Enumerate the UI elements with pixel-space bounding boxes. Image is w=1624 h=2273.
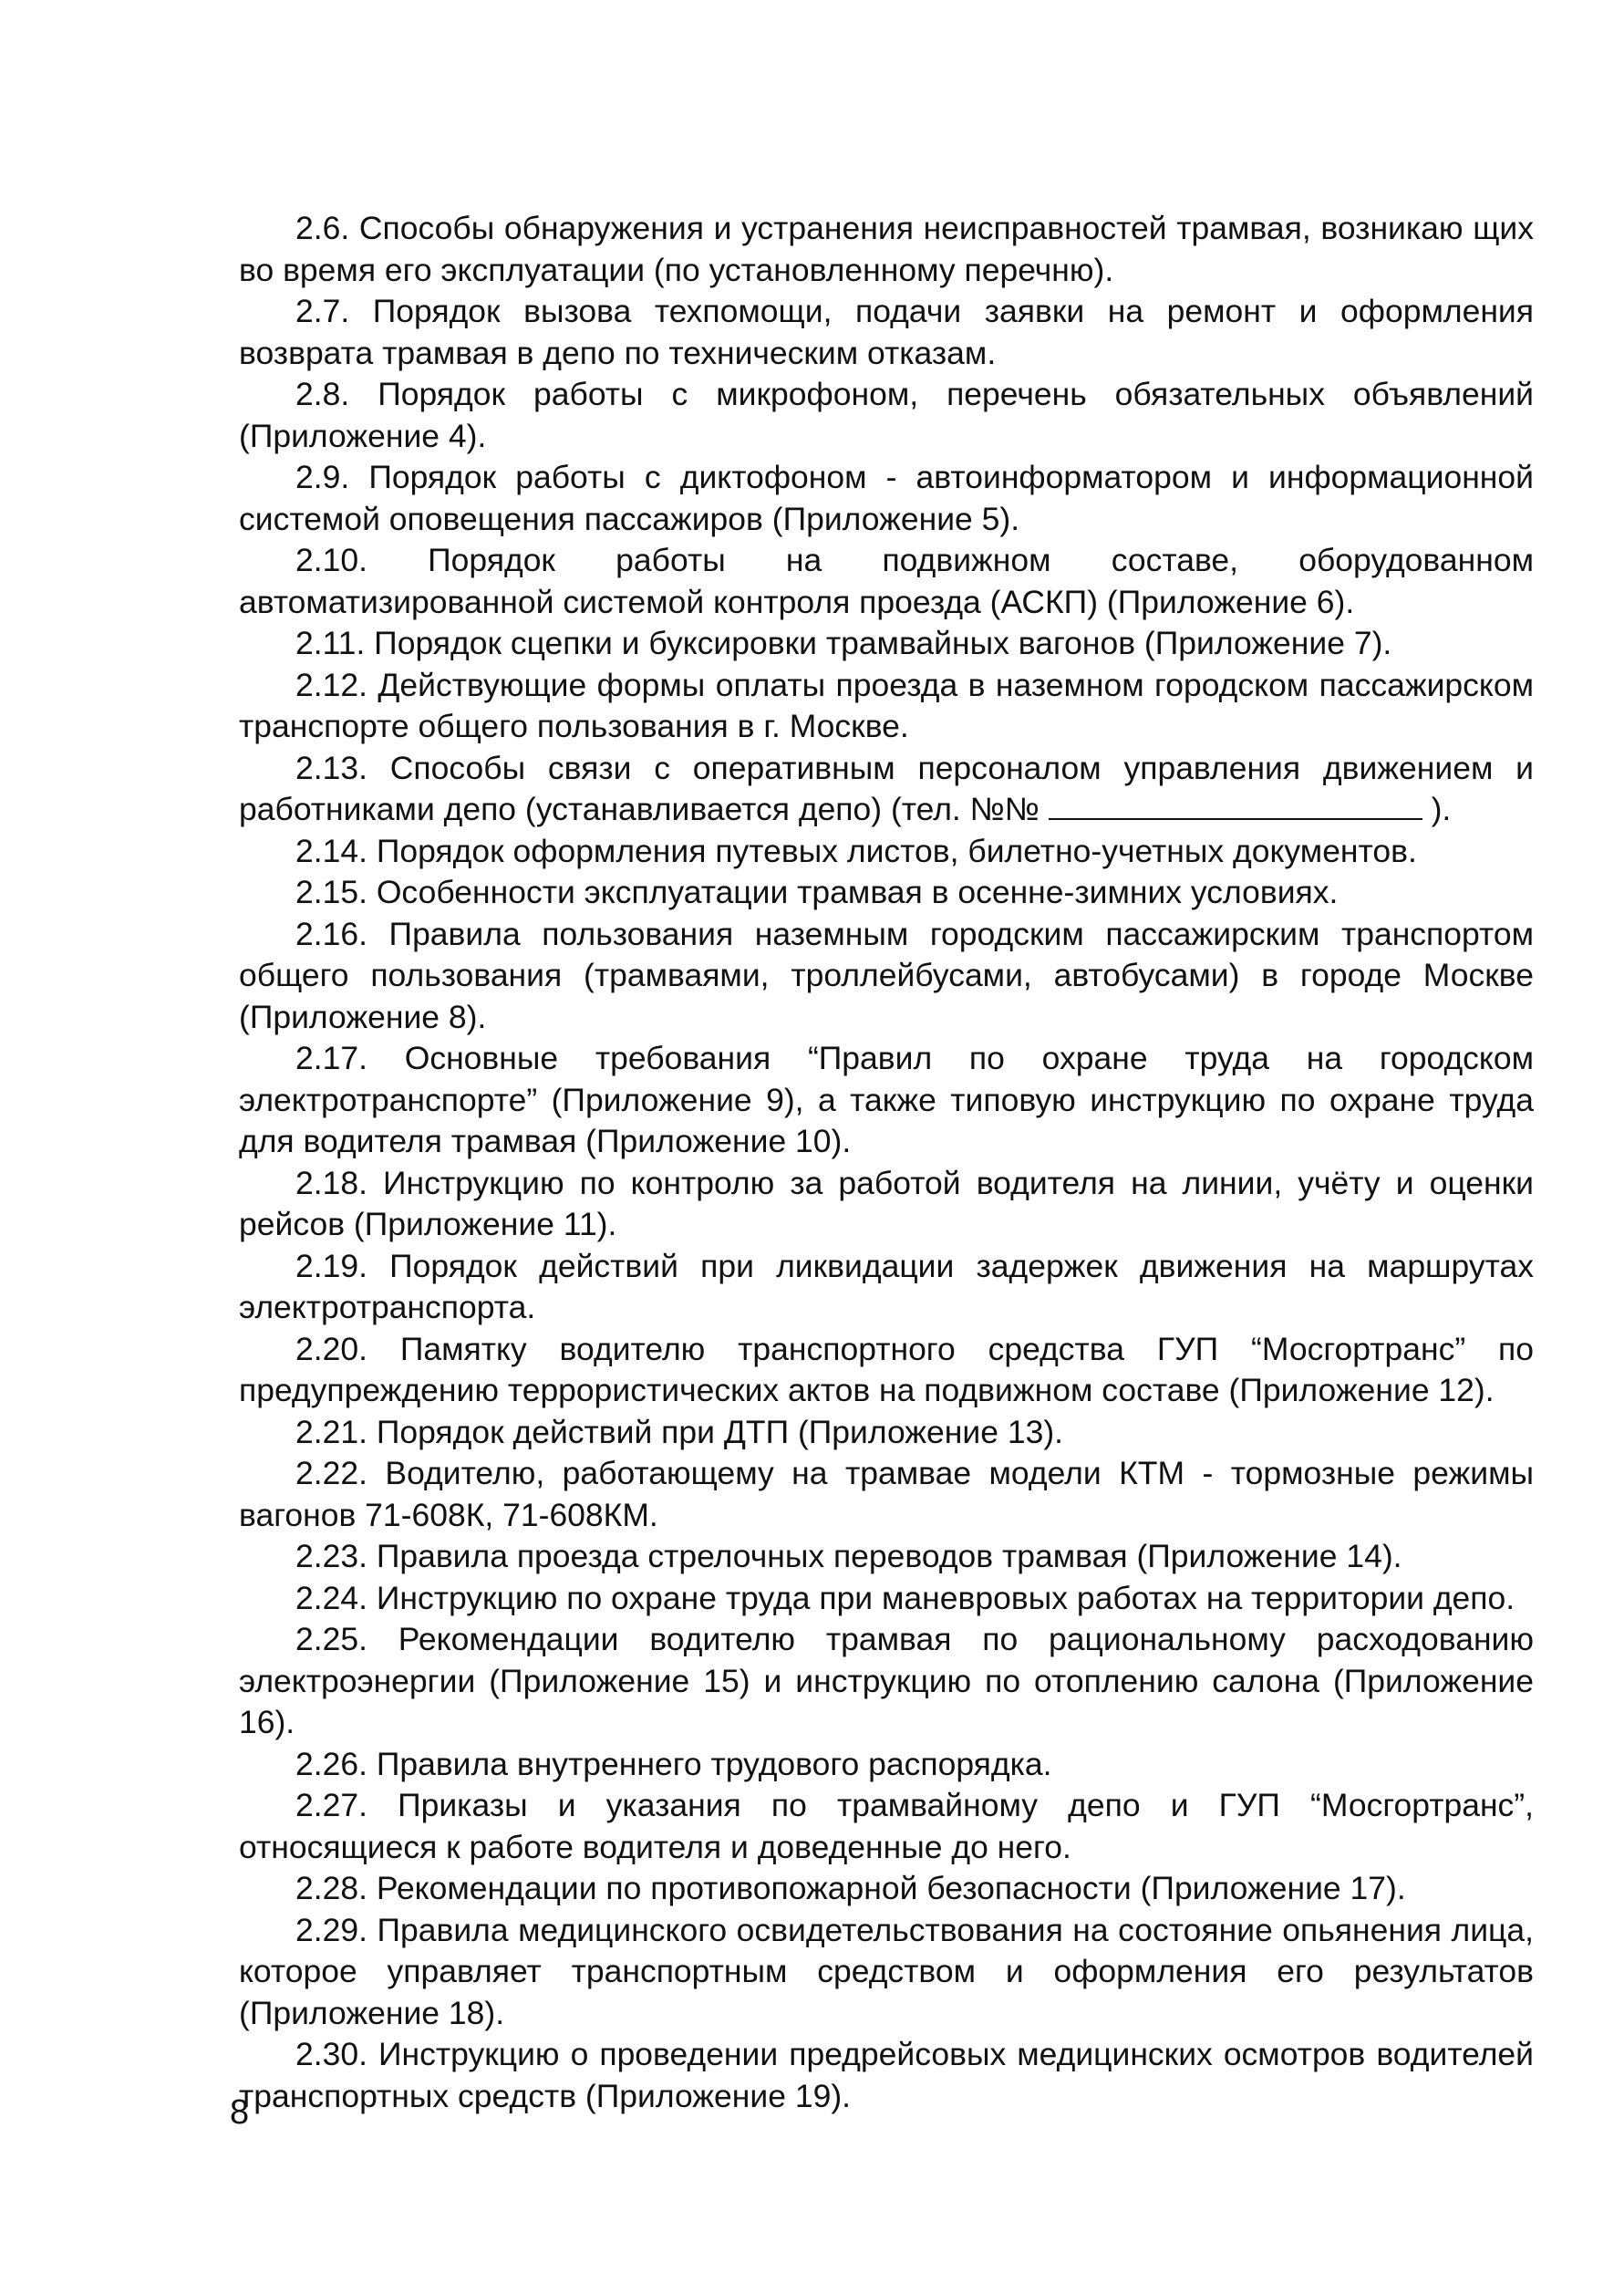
list-item-2-15: 2.15. Особенности эксплуатации трамвая в осенне-зимних условиях. <box>295 874 1339 910</box>
list-item-2-27: 2.27. Приказы и указания по трамвайному депо и ГУП “Мосгортранс”, относящиеся к работе водителя и доведенные до него. <box>239 1787 1534 1865</box>
list-item-2-17: 2.17. Основные требования “Правил по охране труда на городском электротранспорте” (Приложение 9), а также типовую инструкцию по охране труда для водителя трамвая (Приложение 10). <box>239 1040 1534 1159</box>
list-item-2-18: 2.18. Инструкцию по контролю за работой водителя на линии, учёту и оценки рейсов (Приложение 11). <box>239 1164 1534 1242</box>
list-item-2-9: 2.9. Порядок работы с диктофоном - автоинформатором и информационной системой оповещения пассажиров (Приложение 5). <box>239 459 1534 537</box>
list-item-2-30: 2.30. Инструкцию о проведении предрейсовых медицинских осмотров водителей транспортных средств (Приложение 19). <box>239 2036 1534 2114</box>
list-item-2-6: 2.6. Способы обнаружения и устранения неисправностей трамвая, возникаю щих во время его эксплуатации (по установленному перечню). <box>239 210 1534 288</box>
list-item-2-19: 2.19. Порядок действий при ликвидации задержек движения на маршрутах электротранспорта. <box>239 1247 1534 1325</box>
page-number: 8 <box>230 2093 250 2132</box>
list-item-2-10: 2.10. Порядок работы на подвижном составе, оборудованном автоматизированной системой контроля проезда (АСКП) (Приложение 6). <box>239 542 1534 620</box>
phone-number-blank <box>1049 791 1422 820</box>
list-item-2-12: 2.12. Действующие формы оплаты проезда в наземном городском пассажирском транспорте общего пользования в г. Москве. <box>239 666 1534 744</box>
list-item-2-29: 2.29. Правила медицинского освидетельствования на состояние опьянения лица, которое управляет транспортным средством и оформления его результатов (Приложение 18). <box>239 1911 1534 2031</box>
list-item-2-13-text: 2.13. Способы связи с оперативным персоналом управления движением и работниками депо (устанавливается депо) (тел. №№ <box>239 749 1534 827</box>
list-item-2-16: 2.16. Правила пользования наземным городским пассажирским транспортом общего пользования (трамваями, троллейбусами, автобусами) в городе Москве (Приложение 8). <box>239 915 1534 1035</box>
list-item-2-25: 2.25. Рекомендации водителю трамвая по рациональному расходованию электроэнергии (Приложение 15) и инструкцию по отоплению салона (Приложение 16). <box>239 1621 1534 1740</box>
list-item-2-21: 2.21. Порядок действий при ДТП (Приложение 13). <box>295 1413 1064 1450</box>
list-item-2-24: 2.24. Инструкцию по охране труда при маневровых работах на территории депо. <box>295 1579 1515 1616</box>
list-item-2-22: 2.22. Водителю, работающему на трамвае модели КТМ - тормозные режимы вагонов 71-608К, 71-608КМ. <box>239 1455 1534 1533</box>
list-item-2-11: 2.11. Порядок сцепки и буксировки трамвайных вагонов (Приложение 7). <box>295 625 1392 661</box>
list-item-2-8: 2.8. Порядок работы с микрофоном, перечень обязательных объявлений (Приложение 4). <box>239 376 1534 454</box>
list-item-2-7: 2.7. Порядок вызова техпомощи, подачи заявки на ремонт и оформления возврата трамвая в депо по техническим отказам. <box>239 293 1534 371</box>
list-item-2-14: 2.14. Порядок оформления путевых листов, билетно-учетных документов. <box>295 832 1417 869</box>
list-item-2-26: 2.26. Правила внутреннего трудового распорядка. <box>295 1745 1052 1782</box>
list-item-2-13 <box>239 748 1534 831</box>
list-item-2-28: 2.28. Рекомендации по противопожарной безопасности (Приложение 17). <box>295 1870 1406 1906</box>
list-item-2-20: 2.20. Памятку водителю транспортного средства ГУП “Мосгортранс” по предупреждению террористических актов на подвижном составе (Приложение 12). <box>239 1330 1534 1408</box>
list-item-2-23: 2.23. Правила проезда стрелочных переводов трамвая (Приложение 14). <box>295 1538 1402 1574</box>
document-body <box>239 208 1534 2117</box>
list-item-2-13-end: ). <box>1431 791 1452 827</box>
